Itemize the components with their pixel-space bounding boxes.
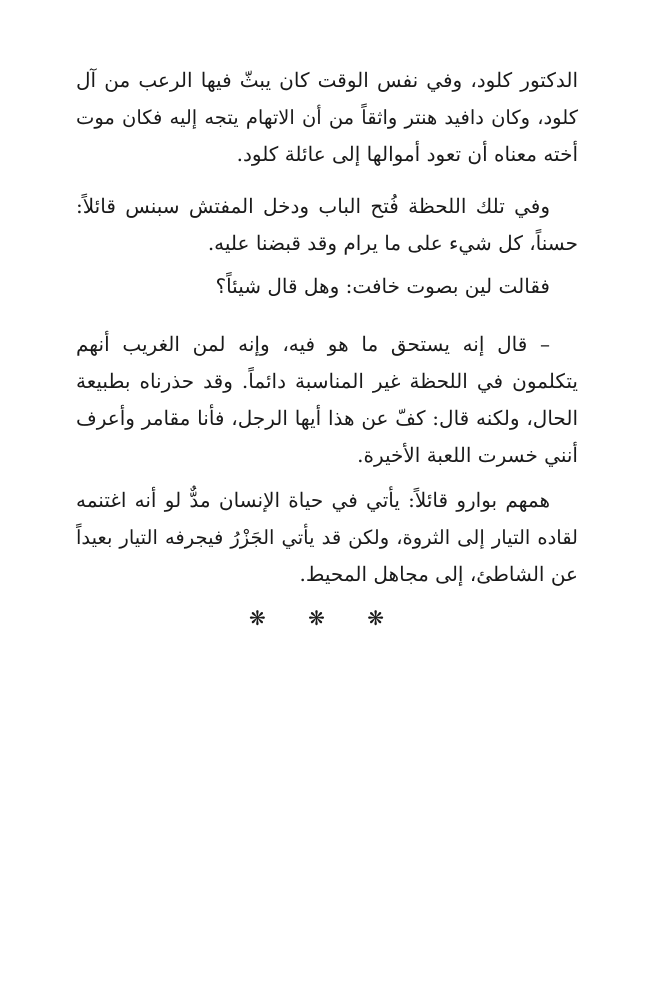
paragraph [76,482,578,593]
text-line: كلود، وكان دافيد هنتر واثقاً من أن الاتهام يتجه إليه فكان موت [76,106,578,129]
section-separator: ❋ ❋ ❋ [249,606,402,630]
text-line: – قال إنه يستحق ما هو فيه، وإنه لمن الغريب أنهم [76,332,550,356]
text-line: همهم بوارو قائلاً: يأتي في حياة الإنسان مدٌّ لو أنه اغتنمه [76,488,550,512]
paragraph [76,62,578,173]
text-line: أخته معناه أن تعود أموالها إلى عائلة كلود. [236,142,578,166]
text-line: وفي تلك اللحظة فُتح الباب ودخل المفتش سبنس قائلاً: [76,194,550,218]
text-line: الحال، ولكنه قال: كفّ عن هذا أيها الرجل، فأنا مقامر وأعرف [76,406,578,430]
text-line: عن الشاطئ، إلى مجاهل المحيط. [299,562,578,586]
paragraph [76,268,578,305]
text-line: أنني خسرت اللعبة الأخيرة. [357,443,578,467]
text-line: حسناً، كل شيء على ما يرام وقد قبضنا عليه. [207,231,578,255]
text-line: يتكلمون في اللحظة غير المناسبة دائماً. وقد حذرناه بطبيعة [76,369,578,393]
text-line: لقاده التيار إلى الثروة، ولكن قد يأتي الجَزْرُ فيجرفه التيار بعيداً [76,526,578,549]
paragraph [76,326,578,474]
paragraph [76,188,578,262]
text-line: فقالت لين بصوت خافت: وهل قال شيئاً؟ [215,274,550,298]
text-line: الدكتور كلود، وفي نفس الوقت كان يبثّ فيها الرعب من آل [76,68,578,92]
